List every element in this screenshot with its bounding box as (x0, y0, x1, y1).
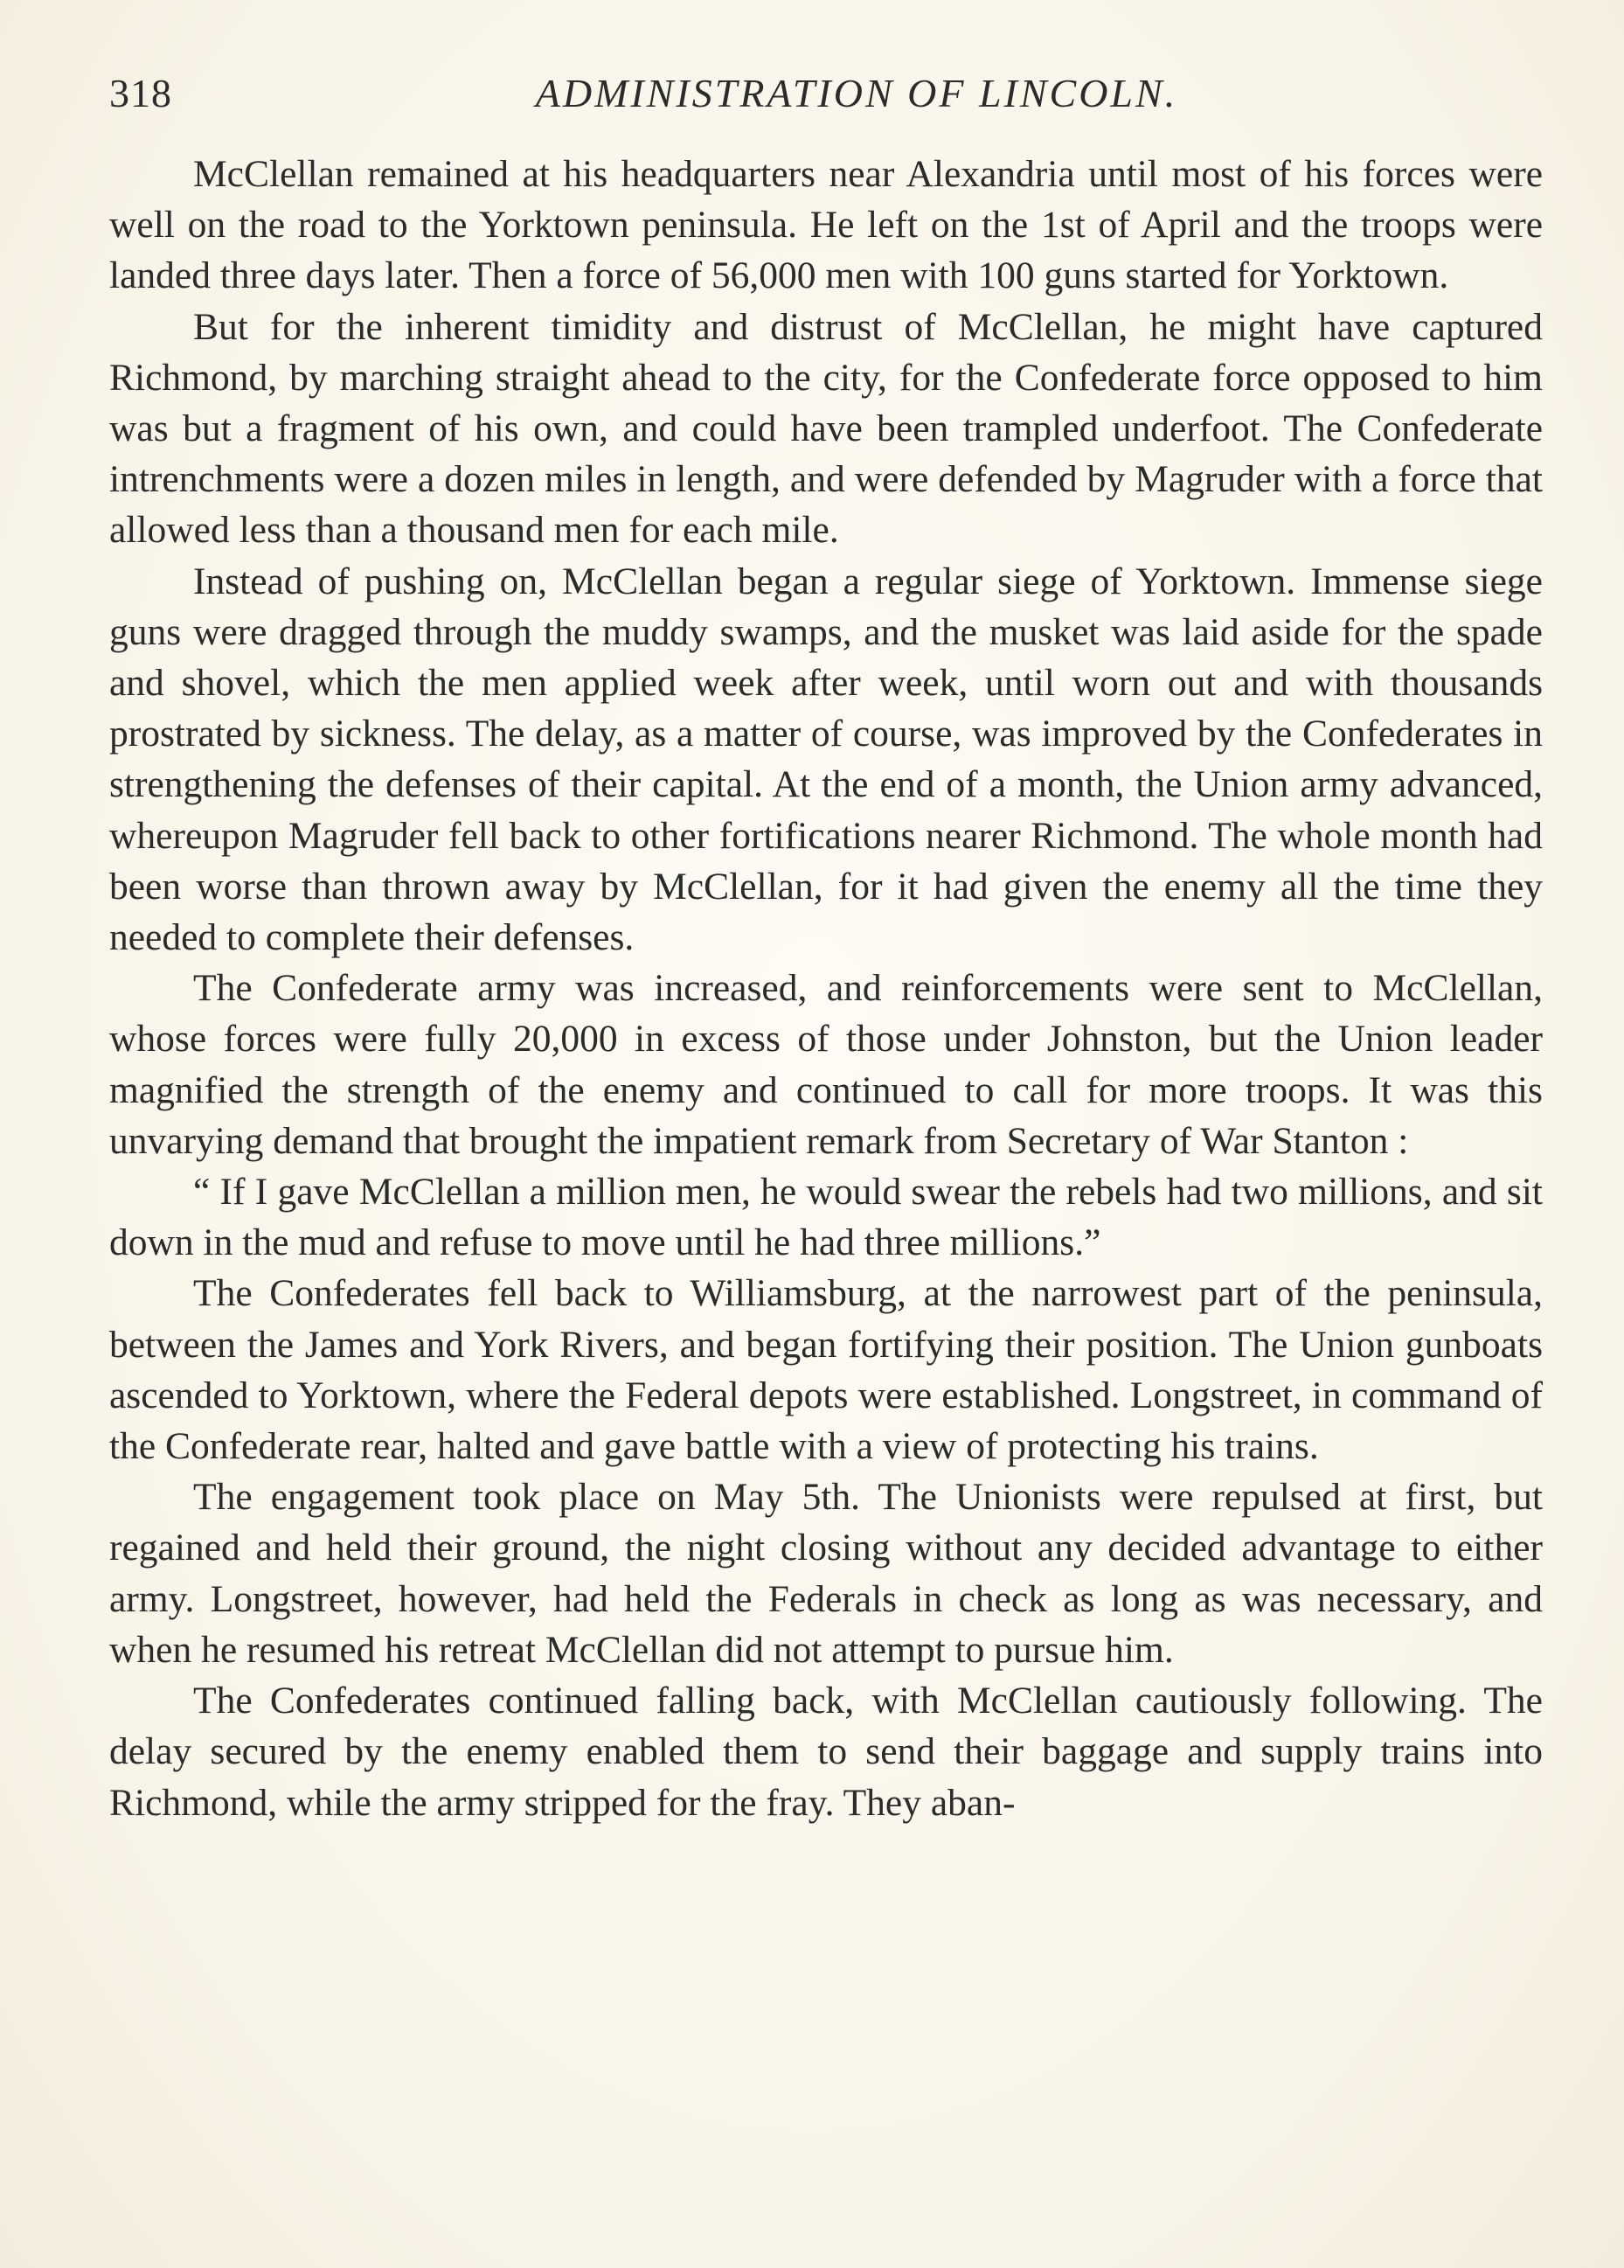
paragraph-2: But for the inherent timidity and distrust of McClellan, he might have captured Richmond, by marching straight ahead to the city, for the Confederate force opposed to him was but a fragment of his own, and could have been trampled underfoot. The Confederate intrenchments were a dozen miles in length, and were defended by Magruder with a force that allowed less than a thousand men for each mile. (109, 305, 1543, 552)
paragraph-8: The Confederates continued falling back, with McClellan cautiously following. The delay secured by the enemy enabled them to send their baggage and supply trains into Richmond, while the army stripped for the fray. They aban- (109, 1680, 1543, 1824)
paragraph-4: The Confederate army was increased, and reinforcements were sent to McClellan, whose forces were fully 20,000 in excess of those under Johnston, but the Union leader magnified the strength of the enemy and continued to call for more troops. It was this unvarying demand that brought the impatient remark from Secretary of War Stanton : (109, 967, 1543, 1162)
paragraph-3: Instead of pushing on, McClellan began a regular siege of Yorktown. Immense siege guns were dragged through the muddy swamps, and the musket was laid aside for the spade and shovel, which the men applied week after week, until worn out and with thousands prostrated by sickness. The delay, as a matter of course, was improved by the Confederates in strengthening the defenses of their capital. At the end of a month, the Union army advanced, whereupon Magruder fell back to other fortifications nearer Richmond. The whole month had been worse than thrown away by McClellan, for it had given the enemy all the time they needed to complete their defenses. (109, 560, 1543, 959)
running-title: ADMINISTRATION OF LINCOLN. (535, 71, 1178, 115)
page-header (109, 63, 1551, 124)
paragraph-1: McClellan remained at his headquarters near Alexandria until most of his forces were well on the road to the Yorktown peninsula. He left on the 1st of April and the troops were landed three days later. Then a force of 56,000 men with 100 guns started for Yorktown. (109, 153, 1543, 297)
page-number: 318 (109, 71, 172, 115)
paragraph-6: The Confederates fell back to Williamsburg, at the narrowest part of the peninsula, between the James and York Rivers, and began fortifying their position. The Union gunboats ascended to Yorktown, where the Federal depots were established. Longstreet, in command of the Confederate rear, halted and gave battle with a view of protecting his trains. (109, 1272, 1543, 1468)
paragraph-7: The engagement took place on May 5th. The Unionists were repulsed at first, but regained and held their ground, the night closing without any decided advantage to either army. Longstreet, however, had held the Federals in check as long as was necessary, and when he resumed his retreat McClellan did not attempt to pursue him. (109, 1476, 1543, 1671)
quotation-paragraph: “ If I gave McClellan a million men, he would swear the rebels had two millions, and sit down in the mud and refuse to move until he had three millions.” (109, 1171, 1543, 1264)
body-text (109, 149, 1543, 1828)
